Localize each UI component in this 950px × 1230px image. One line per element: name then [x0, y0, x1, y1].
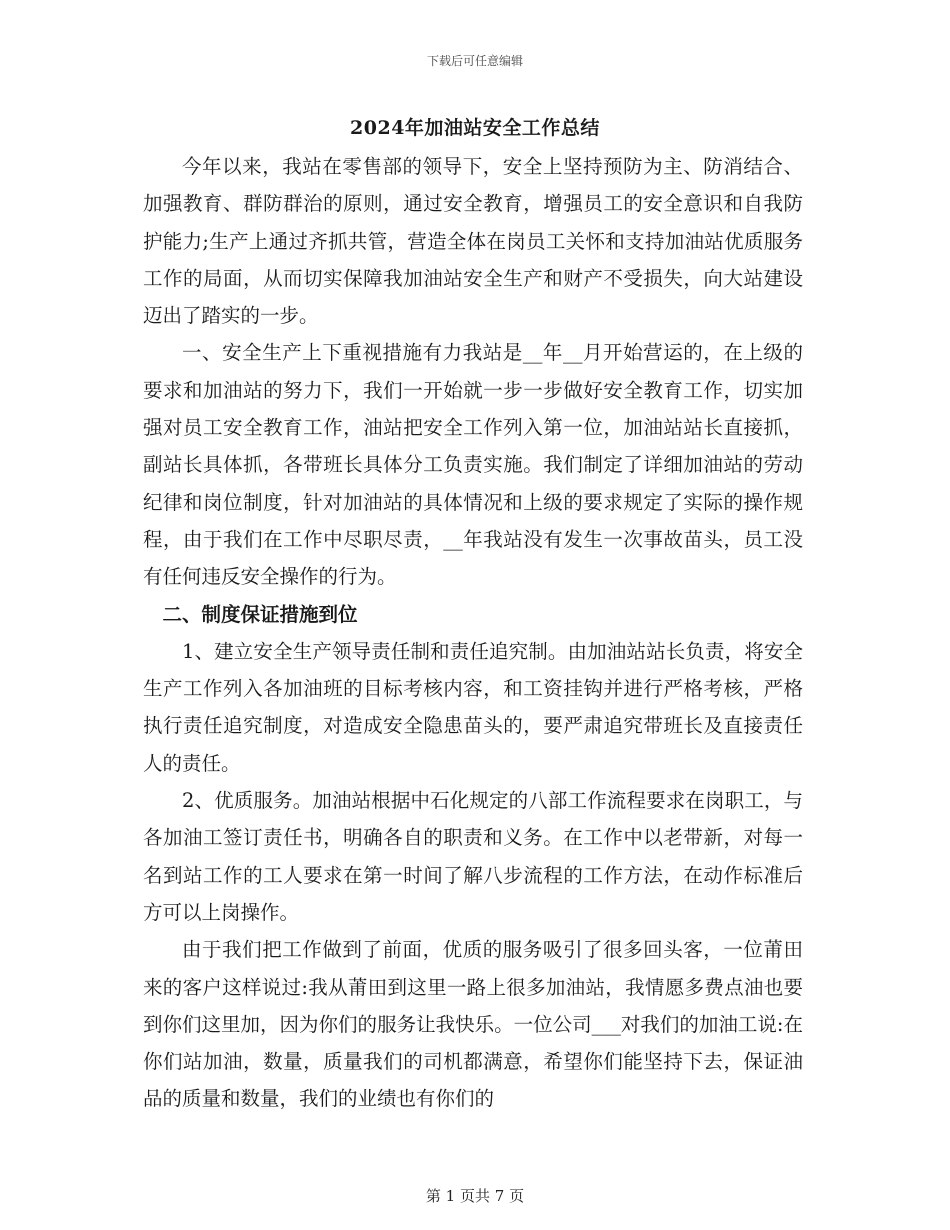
- section-2-heading: 二、制度保证措施到位: [162, 602, 358, 626]
- document-body: [143, 148, 803, 1118]
- intro-paragraph: 今年以来，我站在零售部的领导下，安全上坚持预防为主、防消结合、加强教育、群防群治的原则，通过安全教育，增强员工的安全意识和自我防护能力;生产上通过齐抓共管，营造全体在岗员工关怀和支持加油站优质服务工作的局面，从而切实保障我加油站安全生产和财产不受损失，向大站建设迈出了踏实的一步。: [143, 155, 803, 328]
- page-header-note: 下载后可任意编辑: [426, 54, 523, 68]
- page-number: 第 1 页共 7 页: [425, 1187, 525, 1205]
- section-1-paragraph: 一、安全生产上下重视措施有力我站是__年__月开始营运的，在上级的要求和加油站的努力下，我们一开始就一步一步做好安全教育工作，切实加强对员工安全教育工作，油站把安全工作列入第一位，加油站站长直接抓，副站长具体抓，各带班长具体分工负责实施。我们制定了详细加油站的劳动纪律和岗位制度，针对加油站的具体情况和上级的要求规定了实际的操作规程，由于我们在工作中尽职尽责，__年我站没有发生一次事故苗头，员工没有任何违反安全操作的行为。: [143, 341, 803, 589]
- customer-feedback-paragraph: 由于我们把工作做到了前面，优质的服务吸引了很多回头客，一位莆田来的客户这样说过:我从莆田到这里一路上很多加油站，我情愿多费点油也要到你们这里加，因为你们的服务让我快乐。一位公司___对我们的加油工说:在你们站加油，数量，质量我们的司机都满意，希望你们能坚持下去，保证油品的质量和数量，我们的业绩也有你们的: [143, 938, 803, 1111]
- document-title: 2024年加油站安全工作总结: [350, 117, 600, 139]
- item-2-paragraph: 2、优质服务。加油站根据中石化规定的八部工作流程要求在岗职工，与各加油工签订责任书，明确各自的职责和义务。在工作中以老带新，对每一名到站工作的工人要求在第一时间了解八步流程的工作方法，在动作标准后方可以上岗操作。: [143, 789, 803, 924]
- item-1-paragraph: 1、建立安全生产领导责任制和责任追究制。由加油站站长负责，将安全生产工作列入各加油班的目标考核内容，和工资挂钩并进行严格考核，严格执行责任追究制度，对造成安全隐患苗头的，要严肃追究带班长及直接责任人的责任。: [143, 639, 803, 775]
